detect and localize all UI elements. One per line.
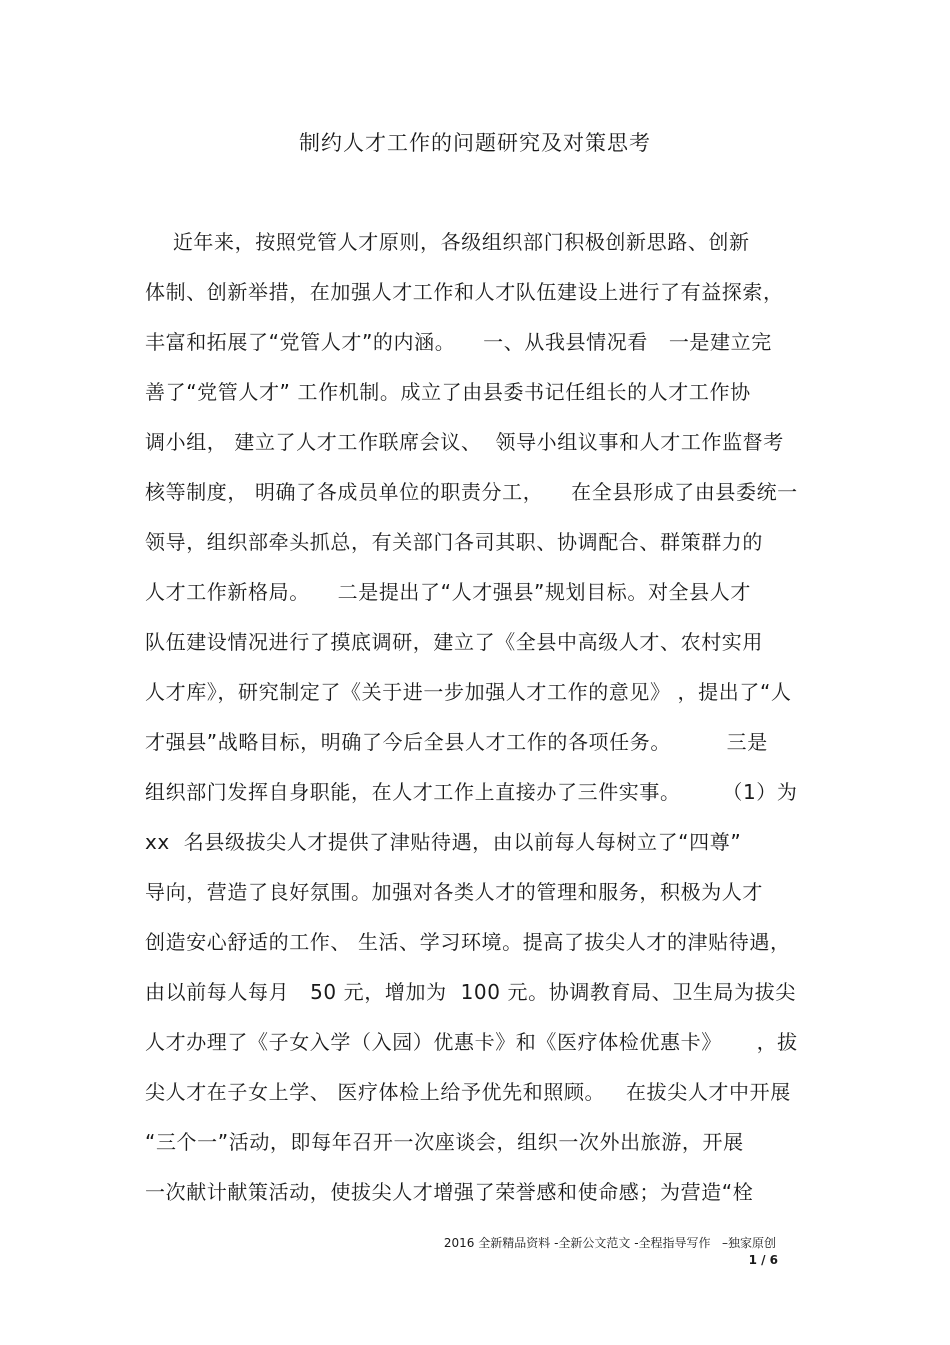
body-line: 一次献计献策活动，使拔尖人才增强了荣誉感和使命感；为营造“栓 (145, 1180, 754, 1204)
footer-note: 2016 全新精品资料 -全新公文范文 -全程指导写作 –独家原创 (443, 1236, 776, 1250)
body-line: 领导，组织部牵头抓总，有关部门各司其职、协调配合、群策群力的 (145, 530, 763, 554)
body-line: 人才库》，研究制定了《关于进一步加强人才工作的意见》 ，提出了“人 (145, 680, 792, 704)
body-line: 善了“党管人才” 工作机制。成立了由县委书记任组长的人才工作协 (145, 380, 751, 404)
body-line: 才强县”战略目标，明确了今后全县人才工作的各项任务。 三是 (145, 730, 768, 754)
body-line: 组织部门发挥自身职能，在人才工作上直接办了三件实事。 （1）为 (145, 780, 798, 804)
body-line: 人才办理了《子女入学（入园）优惠卡》和《医疗体检优惠卡》 ，拔 (145, 1030, 798, 1054)
body-line: 近年来，按照党管人才原则，各级组织部门积极创新思路、创新 (145, 230, 750, 254)
body-line: 由以前每人每月 50 元，增加为 100 元。协调教育局、卫生局为拔尖 (145, 980, 796, 1004)
body-line: 丰富和拓展了“党管人才”的内涵。 一、从我县情况看 一是建立完 (145, 330, 772, 354)
body-line: 体制、创新举措，在加强人才工作和人才队伍建设上进行了有益探索， (145, 280, 784, 304)
body-line: “三个一”活动，即每年召开一次座谈会，组织一次外出旅游，开展 (145, 1130, 744, 1154)
body-line: 导向，营造了良好氛围。加强对各类人才的管理和服务，积极为人才 (145, 880, 763, 904)
body-line: 队伍建设情况进行了摸底调研，建立了《全县中高级人才、农村实用 (145, 630, 763, 654)
body-line: 调小组， 建立了人才工作联席会议、 领导小组议事和人才工作监督考 (145, 430, 784, 454)
body-line: 创造安心舒适的工作、 生活、学习环境。提高了拔尖人才的津贴待遇， (145, 930, 791, 954)
document-title: 制约人才工作的问题研究及对策思考 (299, 131, 651, 155)
body-line: xx 名县级拔尖人才提供了津贴待遇，由以前每人每树立了“四尊” (145, 830, 742, 854)
body-line: 人才工作新格局。 二是提出了“人才强县”规划目标。对全县人才 (145, 580, 751, 604)
page-number: 1 / 6 (748, 1253, 778, 1267)
body-line: 核等制度， 明确了各成员单位的职责分工， 在全县形成了由县委统一 (145, 480, 798, 504)
body-line: 尖人才在子女上学、 医疗体检上给予优先和照顾。 在拔尖人才中开展 (145, 1080, 791, 1104)
